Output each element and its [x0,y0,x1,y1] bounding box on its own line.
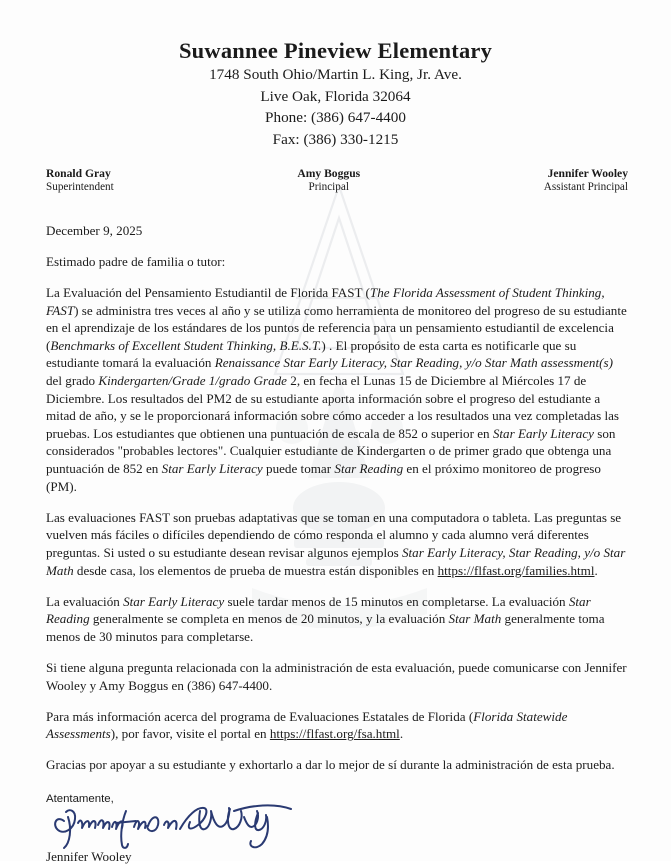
paragraph-adaptive-testing [46,509,628,579]
p1-text-h: en el próximo monitoreo de progreso (PM). [46,461,601,494]
letter-salutation: Estimado padre de familia o tutor: [46,253,226,269]
p1-text-g: puede tomar [262,461,335,477]
p5-text-b: ), por favor, visite el portal en [110,726,270,742]
staff-principal [114,167,544,194]
p1-italic-grade: Kindergarten/Grade 1/grado Grade [98,373,287,389]
p1-italic-fast-name: The Florida Assessment of Student Thinking, FAST [46,284,605,318]
p3-italic-star-reading: Star Reading [46,593,591,627]
p2-italic-products: Star Early Literacy, Star Reading, y/o Star Math [46,545,626,578]
p3-italic-sel: Star Early Literacy [123,593,225,609]
p5-text-a: Para más información acerca del programa de Evaluaciones Estatales de Florida ( [46,708,474,724]
paragraph-assessment-overview [46,284,628,495]
p3-text-c: generalmente se completa en menos de 20 minutos, y la evaluación [89,611,449,627]
p1-text-a: La Evaluación del Pensamiento Estudiantil de Florida FAST ( [46,284,370,300]
staff-superintendent [46,167,114,194]
letter-date: December 9, 2025 [46,222,143,238]
fsa-portal-link[interactable]: https://flfast.org/fsa.html [269,726,400,742]
p1-italic-assessments: Renaissance Star Early Literacy, Star Reading, y/o Star Math assessment(s) [214,355,613,371]
p1-text-b: ) se administra tres veces al año y se utiliza como herramienta de monitoreo del progreso de su estudiante en el aprendizaje de los estándares de los puntos de referencia para un pensamiento estudiantil de excelencia ( [46,302,627,353]
school-fax: Fax: (386) 330-1215 [272,130,399,148]
paragraph-contact-info: Si tiene alguna pregunta relacionada con la administración de esta evaluación, puede comunicarse con Jennifer Wooley y Amy Boggus en (386) 647-4400. [46,660,627,693]
school-street-address: 1748 South Ohio/Martin L. King, Jr. Ave. [209,66,462,84]
letter-body [36,222,635,774]
signature-block [36,793,635,865]
p3-text-d: generalmente toma menos de 30 minutos para completarse. [46,611,605,644]
p1-text-c: ) . El propósito de esta carta es notificarle que su estudiante tomará la evaluación [46,337,577,371]
p3-text-a: La evaluación [46,593,124,609]
staff-row [36,167,635,194]
p2-text-c: . [594,562,598,578]
school-phone: Phone: (386) 647-4400 [265,109,406,127]
p3-text-b: suele tardar menos de 15 minutos en completarse. La evaluación [224,593,569,609]
p5-italic-fsa: Florida Statewide Assessments [46,708,568,742]
p3-italic-star-math: Star Math [448,611,502,627]
p2-text-b: desde casa, los elementos de prueba de muestra están disponibles en [73,562,438,578]
staff-title: Principal [308,181,349,194]
p1-text-d: del grado [46,373,99,389]
staff-name: Ronald Gray [46,167,111,181]
staff-title: Superintendent [46,181,114,194]
p1-italic-star-reading: Star Reading [334,461,404,477]
paragraph-more-information [46,708,628,743]
signer-name: Jennifer Wooley [46,849,132,865]
paragraph-test-durations [46,593,628,646]
letterhead [36,0,635,150]
signature-image [48,799,318,851]
p1-italic-best: Benchmarks of Excellent Student Thinking, B.E.S.T. [50,337,322,353]
staff-name: Jennifer Wooley [547,167,628,181]
closing-salutation: Atentamente, [46,793,114,806]
p5-text-c: . [399,726,404,742]
p1-text-e: 2, en fecha el Lunas 15 de Diciembre al Miércoles 17 de Diciembre. Los resultados del PM2 de su estudiante aporta información sobre el progreso del estudiante a mitad de año, y se le proporcionará información sobre cómo acceder a los resultados una vez completadas las pruebas. Los estudiantes que obtienen una puntuación de escala de 852 o superior en [46,373,619,441]
paragraph-thank-you: Gracias por apoyar a su estudiante y exhortarlo a dar lo mejor de sí durante la administración de esta prueba. [46,757,615,773]
school-name: Suwannee Pineview Elementary [178,38,493,63]
staff-name: Amy Boggus [297,167,361,181]
staff-assistant-principal [544,167,628,194]
families-sample-items-link[interactable]: https://flfast.org/families.html [437,562,595,578]
school-city-state-zip: Live Oak, Florida 32064 [260,87,411,105]
staff-title: Assistant Principal [543,181,628,194]
p1-italic-sel-1: Star Early Literacy [492,425,594,441]
p1-text-f: son considerados "probables lectores". Cualquier estudiante de Kindergarten o de primer grado que obtenga una puntuación de 852 en [46,425,616,477]
p1-italic-sel-2: Star Early Literacy [161,461,263,477]
p2-text-a: Las evaluaciones FAST son pruebas adaptativas que se toman en una computadora o tableta. Las preguntas se vuelven más fáciles o difíciles dependiendo de cómo responda el alumno y cada alumno verá diferentes preguntas. Si usted o su estudiante desean revisar algunos ejemplos [46,509,622,560]
